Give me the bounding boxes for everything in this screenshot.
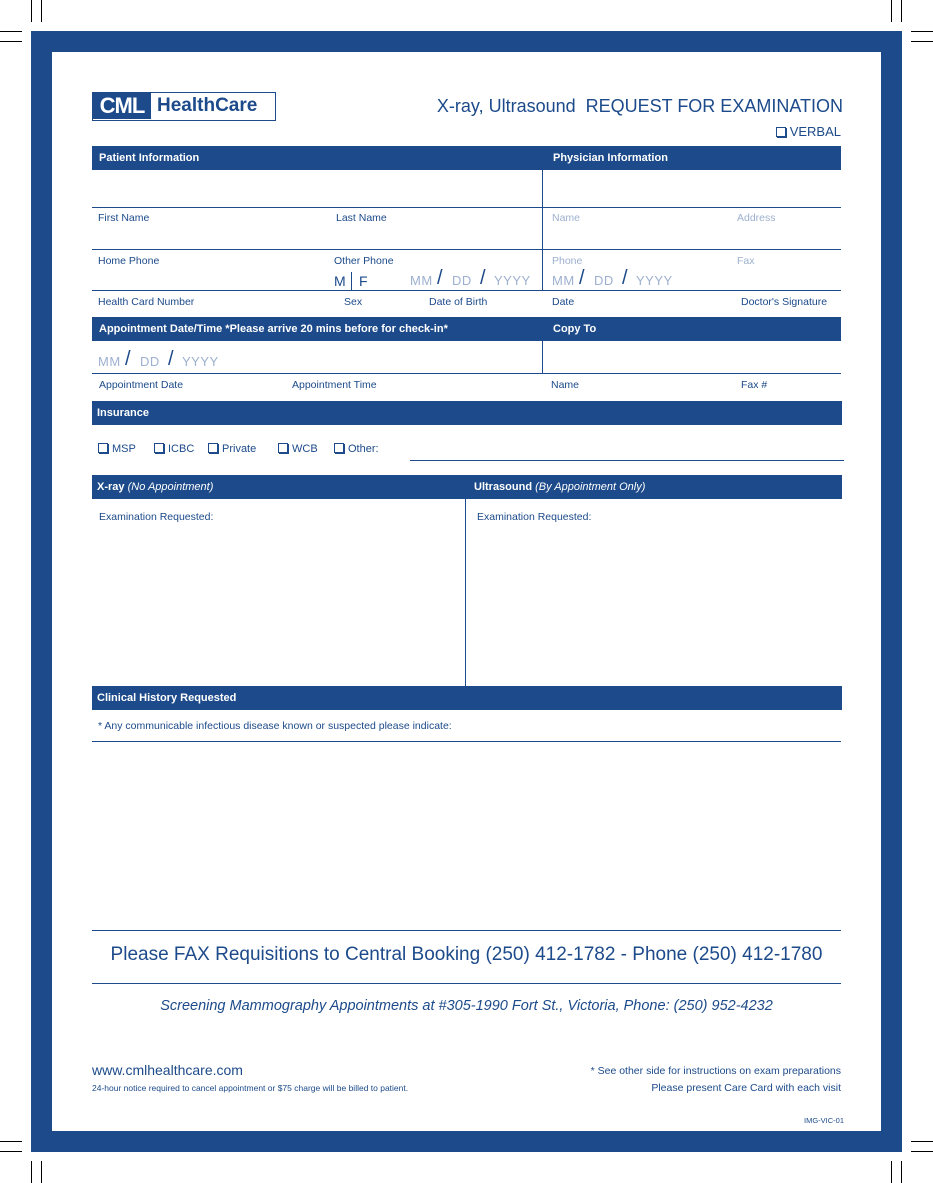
checkbox-icon [278, 443, 288, 453]
date-slash: / [622, 267, 628, 289]
checkbox-icon [98, 443, 108, 453]
logo [92, 92, 276, 121]
phys-date-mm[interactable]: MM [552, 273, 575, 288]
xray-exam-label: Examination Requested: [99, 511, 214, 523]
dob-label: Date of Birth [429, 296, 488, 308]
care-card-note: Please present Care Card with each visit [651, 1082, 841, 1094]
crop-mark [891, 0, 892, 22]
phys-date-dd[interactable]: DD [594, 273, 614, 288]
logo-healthcare: HealthCare [157, 95, 258, 116]
exam-bar [92, 475, 842, 499]
physician-name-label: Name [552, 212, 581, 224]
rule [92, 207, 841, 208]
xray-note: (No Appointment) [127, 481, 214, 493]
patient-info-bar [92, 146, 841, 170]
logo-cml: CML [93, 93, 151, 119]
other-phone-label: Other Phone [334, 255, 394, 267]
crop-mark [911, 1141, 933, 1142]
insurance-label: WCB [292, 443, 318, 455]
date-slash: / [437, 267, 443, 289]
insurance-title: Insurance [97, 407, 149, 419]
xray-title: X-ray [97, 481, 125, 493]
form-code: IMG-VIC-01 [803, 1116, 844, 1125]
copy-to-title: Copy To [553, 323, 597, 335]
appt-mm[interactable]: MM [98, 354, 121, 369]
verbal-checkbox[interactable] [776, 124, 841, 139]
date-slash: / [480, 267, 486, 289]
website-link[interactable]: www.cmlhealthcare.com [92, 1062, 243, 1078]
first-name-label: First Name [98, 212, 150, 224]
insurance-wcb[interactable] [278, 443, 318, 455]
copy-to-fax-label: Fax # [741, 379, 768, 391]
phys-date-yyyy[interactable]: YYYY [636, 273, 673, 288]
xray-header [97, 475, 213, 499]
appt-yyyy[interactable]: YYYY [182, 354, 219, 369]
date-slash: / [125, 348, 131, 370]
last-name-label: Last Name [336, 212, 387, 224]
appointment-bar [92, 317, 841, 341]
date-slash: / [168, 348, 174, 370]
physician-fax-label: Fax [737, 255, 755, 267]
insurance-msp[interactable] [98, 443, 136, 455]
crop-mark [41, 1161, 42, 1183]
appointment-title: Appointment Date/Time *Please arrive 20 mins before for check-in* [99, 323, 448, 335]
appt-dd[interactable]: DD [140, 354, 160, 369]
clinical-note: * Any communicable infectious disease known or suspected please indicate: [98, 720, 452, 732]
sex-label: Sex [344, 296, 363, 308]
appointment-time-label: Appointment Time [292, 379, 377, 391]
rule [92, 290, 841, 291]
crop-mark [0, 1151, 22, 1152]
checkbox-icon [776, 127, 786, 137]
fax-instructions: Please FAX Requisitions to Central Booking (250) 412-1782 - Phone (250) 412-1780 [110, 944, 823, 965]
checkbox-icon [208, 443, 218, 453]
other-insurance-line[interactable] [410, 460, 844, 461]
form-title: X-ray, Ultrasound REQUEST FOR EXAMINATION [436, 96, 843, 116]
insurance-private[interactable] [208, 443, 256, 455]
crop-mark [911, 41, 933, 42]
verbal-label: VERBAL [789, 124, 841, 139]
insurance-label: MSP [112, 443, 136, 455]
mammography-info: Screening Mammography Appointments at #305-1990 Fort St., Victoria, Phone: (250) 952-4232 [160, 998, 773, 1014]
checkbox-icon [334, 443, 344, 453]
rule [92, 741, 841, 742]
sex-m[interactable]: M [334, 273, 346, 289]
crop-mark [901, 1161, 902, 1183]
crop-mark [0, 1141, 22, 1142]
insurance-label: Other: [348, 443, 379, 455]
signature-label: Doctor's Signature [741, 296, 828, 308]
clinical-bar [92, 686, 842, 710]
physician-date-label: Date [552, 296, 575, 308]
health-card-label: Health Card Number [98, 296, 195, 308]
rule [92, 249, 841, 250]
checkbox-icon [154, 443, 164, 453]
insurance-label: Private [222, 443, 257, 455]
copy-to-name-label: Name [551, 379, 580, 391]
physician-address-label: Address [737, 212, 776, 224]
crop-mark [891, 1161, 892, 1183]
crop-mark [0, 31, 22, 32]
patient-info-title: Patient Information [99, 152, 200, 164]
divider [542, 341, 543, 373]
dob-dd[interactable]: DD [452, 273, 472, 288]
insurance-other[interactable] [334, 443, 379, 455]
rule [92, 983, 841, 984]
dob-yyyy[interactable]: YYYY [494, 273, 531, 288]
date-slash: / [579, 267, 585, 289]
crop-mark [901, 0, 902, 22]
physician-phone-label: Phone [552, 255, 583, 267]
divider [542, 170, 543, 290]
see-other-side: * See other side for instructions on exam preparations [590, 1065, 841, 1077]
physician-info-title: Physician Information [553, 152, 668, 164]
ultrasound-exam-label: Examination Requested: [477, 511, 592, 523]
ultrasound-title: Ultrasound [474, 481, 533, 493]
dob-mm[interactable]: MM [410, 273, 433, 288]
crop-mark [911, 31, 933, 32]
crop-mark [31, 1161, 32, 1183]
rule [92, 373, 841, 374]
crop-mark [0, 41, 22, 42]
crop-mark [911, 1151, 933, 1152]
insurance-label: ICBC [168, 443, 195, 455]
crop-mark [31, 0, 32, 22]
sex-divider [351, 272, 352, 290]
ultrasound-note: (By Appointment Only) [535, 481, 646, 493]
home-phone-label: Home Phone [98, 255, 160, 267]
crop-mark [41, 0, 42, 22]
rule [92, 930, 841, 931]
insurance-icbc[interactable] [154, 443, 194, 455]
sex-f[interactable]: F [359, 273, 368, 289]
divider [465, 499, 466, 686]
clinical-title: Clinical History Requested [97, 692, 237, 704]
appointment-date-label: Appointment Date [99, 379, 184, 391]
insurance-bar [92, 401, 842, 425]
cancel-notice: 24-hour notice required to cancel appointment or $75 charge will be billed to patient. [92, 1083, 409, 1093]
ultrasound-header [474, 475, 645, 499]
